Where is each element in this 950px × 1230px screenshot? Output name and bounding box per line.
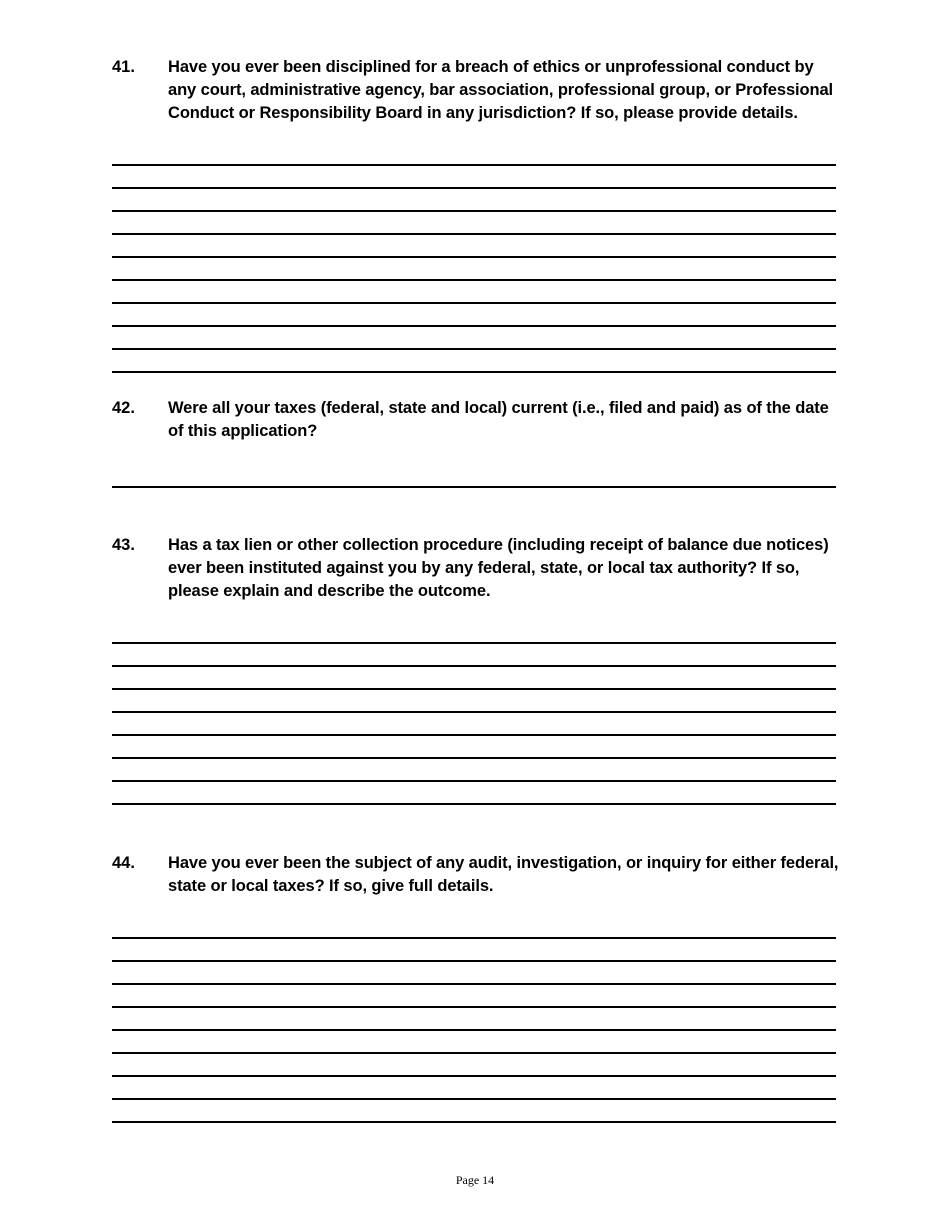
question-43 xyxy=(112,534,842,603)
answer-line[interactable] xyxy=(112,281,836,304)
question-44 xyxy=(112,852,842,898)
answer-line[interactable] xyxy=(112,782,836,805)
answer-lines-41[interactable] xyxy=(112,143,836,373)
question-number: 41. xyxy=(112,58,135,76)
answer-line[interactable] xyxy=(112,939,836,962)
answer-line[interactable] xyxy=(112,644,836,667)
answer-line[interactable] xyxy=(112,1100,836,1123)
answer-line[interactable] xyxy=(112,304,836,327)
question-41 xyxy=(112,56,842,125)
answer-line[interactable] xyxy=(112,143,836,166)
answer-lines-44[interactable] xyxy=(112,916,836,1123)
question-number: 44. xyxy=(112,854,135,872)
answer-line[interactable] xyxy=(112,212,836,235)
answer-line[interactable] xyxy=(112,235,836,258)
question-42 xyxy=(112,397,842,443)
answer-line[interactable] xyxy=(112,189,836,212)
answer-line[interactable] xyxy=(112,690,836,713)
answer-line[interactable] xyxy=(112,350,836,373)
answer-line[interactable] xyxy=(112,1054,836,1077)
answer-line[interactable] xyxy=(112,713,836,736)
question-text: Were all your taxes (federal, state and local) current (i.e., filed and paid) as of the date of this application? xyxy=(168,399,829,440)
answer-line[interactable] xyxy=(112,465,836,488)
question-text: Have you ever been disciplined for a breach of ethics or unprofessional conduct by any court, administrative agency, bar association, professional group, or Professional Conduct or Responsibility Board in any jurisdiction? If so, please provide details. xyxy=(168,58,834,122)
answer-line[interactable] xyxy=(112,667,836,690)
answer-line[interactable] xyxy=(112,166,836,189)
answer-line[interactable] xyxy=(112,1008,836,1031)
answer-line[interactable] xyxy=(112,985,836,1008)
answer-line[interactable] xyxy=(112,916,836,939)
question-text: Has a tax lien or other collection procedure (including receipt of balance due notices) ever been instituted against you by any federal, state, or local tax authority? If so, please explain and describe the outcome. xyxy=(168,536,829,600)
answer-line[interactable] xyxy=(112,621,836,644)
answer-lines-43[interactable] xyxy=(112,621,836,805)
answer-line[interactable] xyxy=(112,1077,836,1100)
answer-lines-42[interactable] xyxy=(112,465,836,488)
question-number: 42. xyxy=(112,399,135,417)
answer-line[interactable] xyxy=(112,327,836,350)
page-number: Page 14 xyxy=(455,1173,495,1187)
answer-line[interactable] xyxy=(112,1031,836,1054)
answer-line[interactable] xyxy=(112,962,836,985)
answer-line[interactable] xyxy=(112,736,836,759)
answer-line[interactable] xyxy=(112,258,836,281)
answer-line[interactable] xyxy=(112,759,836,782)
question-text: Have you ever been the subject of any audit, investigation, or inquiry for either federal, state or local taxes? If so, give full details. xyxy=(168,854,839,895)
question-number: 43. xyxy=(112,536,135,554)
